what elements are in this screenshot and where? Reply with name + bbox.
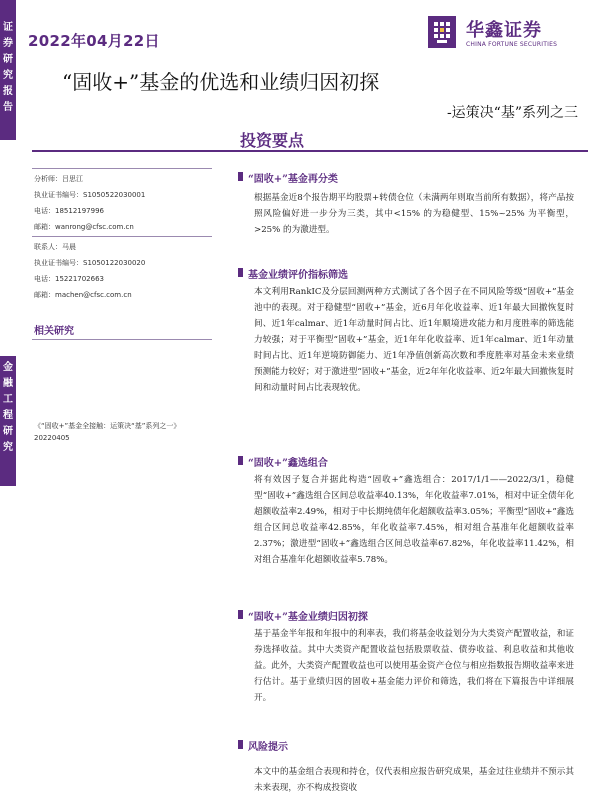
subheading-metric-screening: 基金业绩评价指标筛选 (248, 266, 348, 281)
paragraph-metric-screening: 本文利用RankIC及分层回测两种方式测试了各个因子在不同风险等级“固收+”基金池中的表现。对于稳健型“固收+”基金，近6月年化收益率、近1年最大回撤恢复时间、近1年calmar、近1年动量时间占比、近1年顺境进攻能力和月度胜率的筛选能力较强；对于平衡型“固收+”基金，近1年年化收益率、近1年calmar、近1年动量时间占比、近1年逆境防御能力、近1年净值创新高次数和季度胜率对基金未来业绩预测能力较好；对于激进型“固收+”基金，近2年年化收益率、近2年最大回撤恢复时间和动量时间占比表现较优。 (254, 287, 574, 393)
subheading-portfolio: “固收+”鑫选组合 (248, 454, 328, 469)
analyst-phone: 电话：18512197996 (34, 207, 104, 215)
report-date: 2022年04月22日 (28, 32, 160, 50)
side-label-top: 证券研究报告 (3, 22, 13, 113)
side-label-mid: 金融工程研究 (3, 362, 13, 453)
analyst-license: 执业证书编号：S1050522030001 (34, 191, 146, 199)
contact-phone: 电话：15221702663 (34, 275, 104, 283)
logo-text-en: CHINA FORTUNE SECURITIES (466, 41, 558, 48)
subheading-reclassification: “固收+”基金再分类 (248, 170, 338, 185)
contact-license: 执业证书编号：S1050122030020 (34, 259, 146, 267)
sidebar-divider (32, 236, 212, 237)
analyst-email[interactable]: 邮箱：wanrong@cfsc.com.cn (34, 223, 134, 231)
paragraph-reclassification: 根据基金近8个报告期平均股票+转债仓位（未满两年则取当前所有数据），将产品按照风险偏好进一步分为三类，其中<15% 的为稳健型、15%~25% 为平衡型，>25% 的为激进型。 (254, 193, 574, 235)
related-research-item[interactable]: 《“固收+”基金全接触：运策决“基”系列之一》20220405 (34, 422, 181, 442)
report-title: “固收+”基金的优选和业绩归因初探 (62, 70, 380, 94)
heading-divider (32, 150, 588, 152)
related-research-title: 相关研究 (34, 326, 74, 337)
paragraph-portfolio: 将有效因子复合并据此构造“固收+”鑫选组合：2017/1/1——2022/3/1，稳健型“固收+”鑫选组合区间总收益率40.13%，年化收益率7.01%，相对中证全债年化超额收益率2.49%，相对于中长期纯债年化超额收益率3.05%；平衡型“固收+”鑫选组合区间总收益率42.85%，年化收益率7.45%，相对组合基准年化超额收益率2.37%；激进型“固收+”鑫选组合区间总收益率67.82%，年化收益率11.42%，相对组合基准年化超额收益率5.78%。 (254, 475, 574, 565)
contact-email[interactable]: 邮箱：machen@cfsc.com.cn (34, 291, 132, 299)
paragraph-risk: 本文中的基金组合表现和持仓，仅代表相应报告研究成果，基金过往业绩并不预示其未来表现，亦不构成投资收 (254, 767, 574, 793)
subheading-risk: 风险提示 (248, 738, 288, 753)
company-logo (428, 14, 588, 56)
sidebar-divider (32, 168, 212, 169)
logo-text-cn: 华鑫证券 (466, 20, 542, 41)
related-divider (32, 339, 212, 340)
logo-mark-icon (428, 16, 456, 48)
contact-name: 联系人：马晨 (34, 243, 76, 251)
report-subtitle: -运策决“基”系列之三 (446, 105, 578, 121)
section-heading-key-points: 投资要点 (240, 131, 305, 150)
subheading-attribution: “固收+”基金业绩归因初探 (248, 608, 368, 623)
paragraph-attribution: 基于基金半年报和年报中的利率表，我们将基金收益划分为大类资产配置收益，和证券选择收益。其中大类资产配置收益包括股票收益、债券收益、利息收益和其他收益。此外，大类资产配置收益也可以使用基金资产仓位与相应指数报告期收益率来进行估计。基于业绩归因的固收+基金能力评价和筛选，我们将在下篇报告中详细展开。 (254, 629, 574, 703)
analyst-name: 分析师：吕思江 (34, 175, 83, 183)
